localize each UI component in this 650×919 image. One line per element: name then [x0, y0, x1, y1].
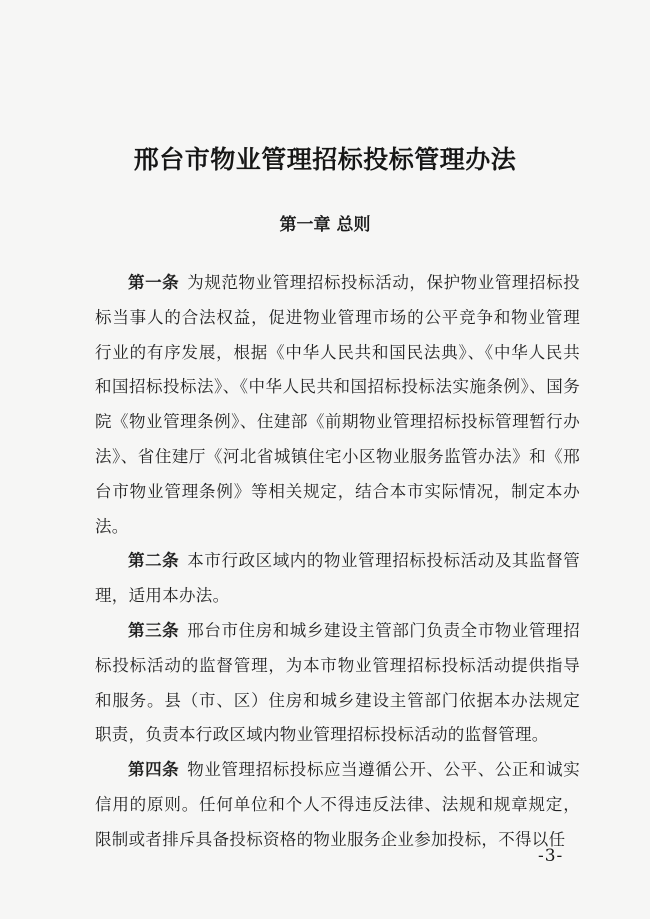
article-number: 第四条 — [128, 760, 180, 780]
article-paragraph — [95, 266, 580, 544]
chapter-heading: 第一章 总则 — [279, 215, 371, 235]
article-number: 第一条 — [128, 273, 180, 292]
article-number: 第二条 — [128, 551, 180, 571]
article-paragraph — [95, 544, 580, 614]
page-number: -3- — [538, 846, 564, 866]
article-text: 为规范物业管理招标投标活动，保护物业管理招标投标当事人的合法权益，促进物业管理市场的公平竞争和物业管理行业的有序发展，根据《中华人民共和国民法典》、《中华人民共和国招标投标法》、《中华人民共和国招标投标法实施条例》、国务院《物业管理条例》、住建部《前期物业管理招标投标管理暂行办法》、省住建厅《河北省城镇住宅小区物业服务监管办法》和《邢台市物业管理条例》等相关规定，结合本市实际情况，制定本办法。 — [95, 273, 580, 536]
article-text: 本市行政区域内的物业管理招标投标活动及其监督管理，适用本办法。 — [95, 551, 580, 606]
article-paragraph — [95, 753, 580, 857]
article-text: 物业管理招标投标应当遵循公开、公平、公正和诚实信用的原则。任何单位和个人不得违反法律、法规和规章规定，限制或者排斥具备投标资格的物业服务企业参加投标，不得以任 — [95, 760, 580, 849]
document-title: 邢台市物业管理招标投标管理办法 — [133, 145, 517, 174]
article-number: 第三条 — [128, 620, 180, 640]
article-paragraph — [95, 614, 580, 753]
document-body — [95, 266, 580, 858]
article-text: 邢台市住房和城乡建设主管部门负责全市物业管理招标投标活动的监督管理，为本市物业管理招标投标活动提供指导和服务。县（市、区）住房和城乡建设主管部门依据本办法规定职责，负责本行政区域内物业管理招标投标活动的监督管理。 — [95, 620, 580, 745]
